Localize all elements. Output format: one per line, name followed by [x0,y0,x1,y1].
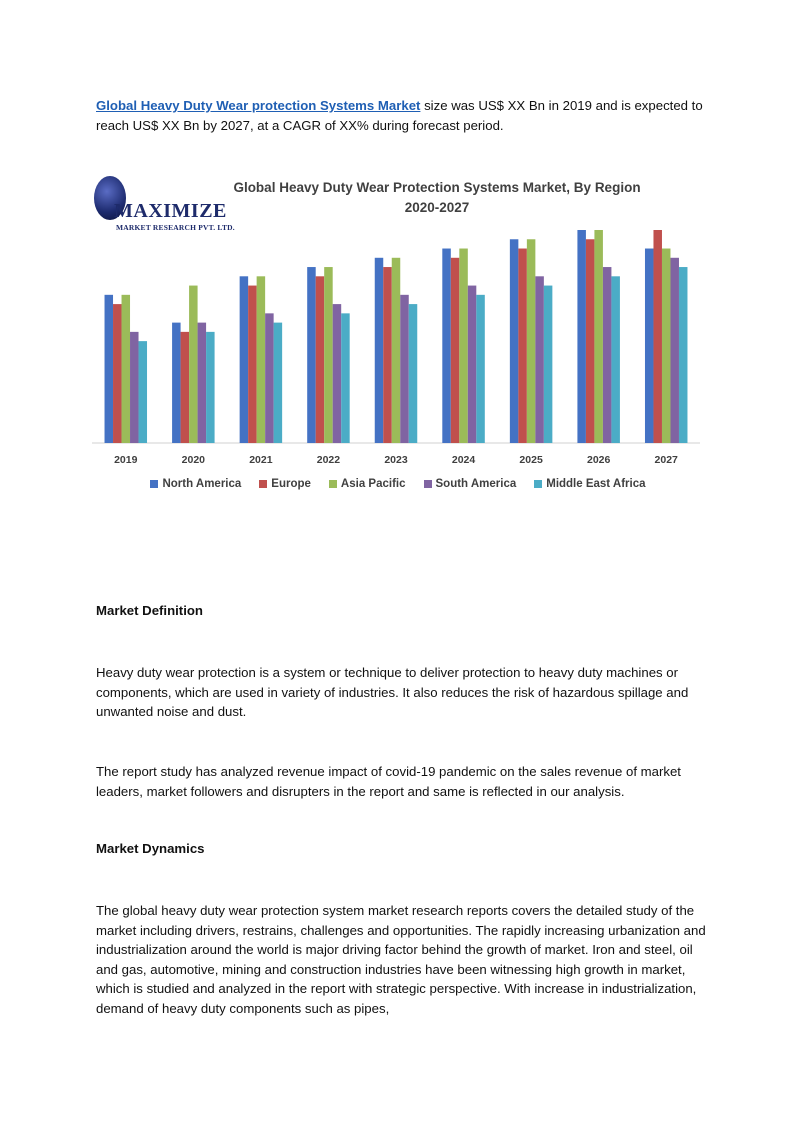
bar-2025-north-america [510,239,518,443]
legend-swatch [259,480,267,488]
bar-2027-middle-east-africa [679,267,688,443]
legend-item [259,478,311,490]
legend-label: Europe [271,478,311,490]
bar-2020-middle-east-africa [206,332,215,443]
logo-subtitle: MARKET RESEARCH PVT. LTD. [116,223,235,232]
bar-2027-europe [653,230,662,443]
covid-paragraph: The report study has analyzed revenue impact of covid-19 pandemic on the sales revenue of market leaders, market followers and disrupters in the report and same is reflected in our analysis. [96,764,681,799]
x-tick-label: 2025 [519,454,543,466]
bar-2019-asia-pacific [122,295,130,443]
bar-2023-europe [383,267,392,443]
bar-2021-asia-pacific [257,276,266,443]
bar-2021-south-america [265,313,274,443]
chart-subtitle: 2020-2027 [404,200,470,215]
bar-2023-south-america [400,295,409,443]
bar-2023-asia-pacific [392,258,401,443]
bar-2027-asia-pacific [662,249,671,443]
logo-name: MAXIMIZE [114,200,227,222]
bar-2026-europe [586,239,595,443]
bar-2027-north-america [645,249,654,443]
legend-item [329,478,406,490]
x-tick-label: 2021 [249,454,273,466]
intro-text: size was US$ XX Bn in 2019 and is expected to reach US$ XX Bn by 2027, at a CAGR of XX% during forecast period. [96,98,703,133]
bar-2023-north-america [375,258,384,443]
x-tick-label: 2020 [181,454,206,466]
bar-2020-asia-pacific [189,286,198,443]
bar-2019-south-america [130,332,139,443]
bar-2019-middle-east-africa [139,341,148,443]
bar-2025-south-america [535,276,544,443]
chart-legend [92,478,704,490]
bar-2024-asia-pacific [459,249,468,443]
x-tick-label: 2022 [316,454,341,466]
bar-2025-middle-east-africa [544,286,553,443]
legend-label: North America [162,478,242,490]
bar-2024-north-america [442,249,451,443]
definition-paragraph: Heavy duty wear protection is a system or technique to deliver protection to heavy duty machines or components, which are used in variety of industries. It also reduces the risk of hazardous spillage and unwanted noise and dust. [96,665,689,719]
bar-2025-asia-pacific [527,239,536,443]
bar-2020-europe [181,332,190,443]
x-tick-label: 2024 [451,454,476,466]
bar-2023-middle-east-africa [409,304,418,443]
x-tick-label: 2027 [654,454,678,466]
bar-2024-middle-east-africa [476,295,485,443]
bar-2022-north-america [307,267,316,443]
legend-swatch [424,480,432,488]
legend-swatch [150,480,158,488]
bar-2021-north-america [240,276,249,443]
definition-heading: Market Definition [96,603,203,618]
x-tick-label: 2026 [586,454,611,466]
legend-swatch [329,480,337,488]
chart-figure [92,170,704,500]
dynamics-heading: Market Dynamics [96,841,205,856]
bar-2022-middle-east-africa [341,313,350,443]
bar-2026-asia-pacific [594,230,603,443]
chart-title: Global Heavy Duty Wear Protection Systems Market, By Region [233,180,641,195]
bar-2021-europe [248,286,257,443]
legend-item [534,478,645,490]
legend-label: Asia Pacific [340,478,406,490]
bar-2024-south-america [468,286,477,443]
x-tick-label: 2019 [114,454,138,466]
bar-2022-europe [316,276,325,443]
bar-2019-europe [113,304,122,443]
dynamics-paragraph: The global heavy duty wear protection system market research reports covers the detailed study of the market including drivers, restrains, challenges and opportunities. The rapidly increasing urbanization and industrialization around the world is major driving factor behind the growth of market. Iron and steel, oil and gas, automotive, mining and construction industries have been witnessing high growth in market, which is studied and analyzed in the report with strategic perspective. With increase in industrialization, demand of heavy duty components such as pipes, [96,903,706,1016]
bar-2025-europe [518,249,527,443]
report-link[interactable]: Global Heavy Duty Wear protection Systems Market [96,98,421,113]
bar-2022-asia-pacific [324,267,333,443]
bar-2021-middle-east-africa [274,323,283,443]
intro-paragraph [96,96,706,135]
bar-2024-europe [451,258,460,443]
x-tick-label: 2023 [384,454,408,466]
bar-2019-north-america [105,295,114,443]
bar-2020-north-america [172,323,181,443]
legend-swatch [534,480,542,488]
bar-2027-south-america [670,258,679,443]
bar-2026-middle-east-africa [611,276,620,443]
legend-item [150,478,241,490]
legend-item [424,478,517,490]
bar-2022-south-america [333,304,342,443]
bar-2026-north-america [577,230,586,443]
bar-2020-south-america [198,323,207,443]
legend-label: Middle East Africa [546,478,646,490]
bar-2026-south-america [603,267,612,443]
legend-label: South America [435,478,517,490]
